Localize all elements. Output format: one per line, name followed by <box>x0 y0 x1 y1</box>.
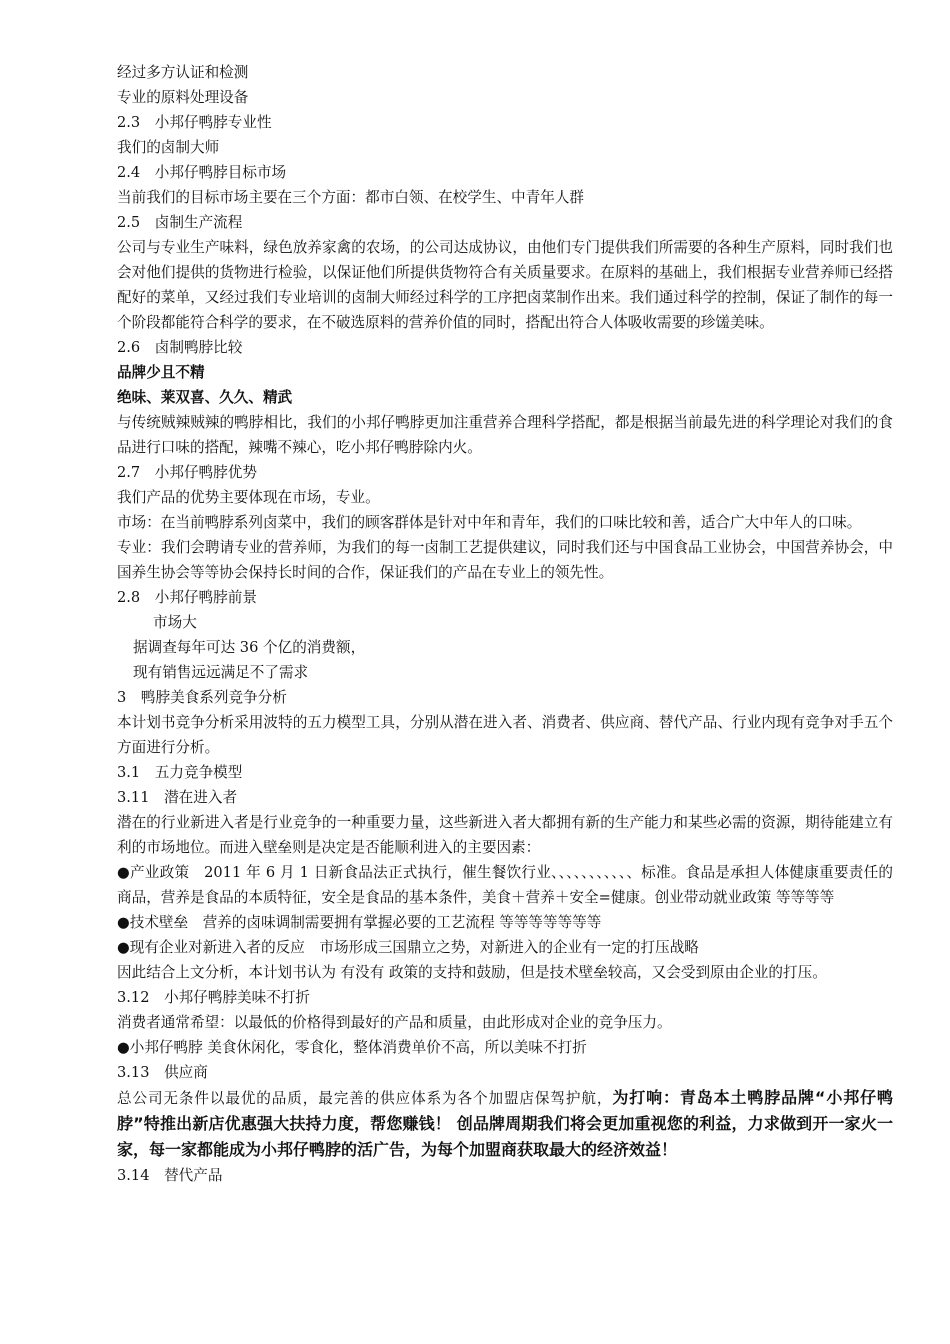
section-heading-3-12: 3.12 小邦仔鸭脖美味不打折 <box>117 989 311 1006</box>
section-heading-3-11: 3.11 潜在进入者 <box>117 789 238 806</box>
section-heading-2-7: 2.7 小邦仔鸭脖优势 <box>117 464 257 481</box>
paragraph-conclusion: 因此结合上文分析，本计划书认为 有没有 政策的支持和鼓励，但是技术壁垒较高，又会受到原由企业的打压。 <box>117 964 827 981</box>
supplier-bold-text: 为打响：青岛本土鸭脖品牌“小邦仔鸭脖”特推出新店优惠强大扶持力度，帮您赚钱！ 创品牌周期我们将会更加重视您的利益，力求做到开一家火一家，每一家都能成为小邦仔鸭脖的活广告，为每个加盟商获取最大的经济效益！ <box>117 1088 893 1159</box>
text-line: 据调查每年可达 36 个亿的消费额， <box>133 639 366 656</box>
text-line: ●现有企业对新进入者的反应 市场形成三国鼎立之势，对新进入的企业有一定的打压战略 <box>117 939 699 956</box>
section-heading-2-3: 2.3 小邦仔鸭脖专业性 <box>117 114 272 131</box>
bold-line-brands: 品牌少且不精 <box>117 364 205 381</box>
section-heading-3: 3 鸭脖美食系列竞争分析 <box>117 689 287 706</box>
paragraph-production-process: 公司与专业生产味料，绿色放养家禽的农场，的公司达成协议，由他们专门提供我们所需要的各种生产原料，同时我们也会对他们提供的货物进行检验，以保证他们所提供货物符合有关质量要求。在原料的基础上，我们根据专业营养师已经搭配好的菜单，又经过我们专业培训的卤制大师经过科学的工序把卤菜制作出来。我们通过科学的控制，保证了制作的每一个阶段都能符合科学的要求，在不破选原料的营养价值的同时，搭配出符合人体吸收需要的珍馐美味。 <box>117 239 893 331</box>
text-line: ●小邦仔鸭脖 美食休闲化，零食化，整体消费单价不高，所以美味不打折 <box>117 1039 587 1056</box>
section-heading-3-14: 3.14 替代产品 <box>117 1167 223 1184</box>
section-heading-2-8: 2.8 小邦仔鸭脖前景 <box>117 589 257 606</box>
paragraph-comparison: 与传统贼辣贼辣的鸭脖相比，我们的小邦仔鸭脖更加注重营养合理科学搭配，都是根据当前最先进的科学理论对我们的食品进行口味的搭配，辣嘴不辣心，吃小邦仔鸭脖除内火。 <box>117 414 893 456</box>
section-heading-3-13: 3.13 供应商 <box>117 1064 208 1081</box>
paragraph-professional: 专业：我们会聘请专业的营养师，为我们的每一卤制工艺提供建议，同时我们还与中国食品工业协会，中国营养协会，中国养生协会等等协会保持长时间的合作，保证我们的产品在专业上的领先性。 <box>117 539 893 581</box>
paragraph-potential-entrants: 潜在的行业新进入者是行业竞争的一种重要力量，这些新进入者大都拥有新的生产能力和某些必需的资源，期待能建立有利的市场地位。而进入壁垒则是决定是否能顺利进入的主要因素： <box>117 814 893 856</box>
section-heading-3-1: 3.1 五力竞争模型 <box>117 764 243 781</box>
text-line: 现有销售远远满足不了需求 <box>133 664 309 681</box>
document-page <box>117 60 893 1188</box>
text-line: 专业的原料处理设备 <box>117 89 249 106</box>
bold-line-competitors: 绝味、莱双喜、久久、精武 <box>117 389 293 406</box>
supplier-text: 总公司无条件以最优的品质，最完善的供应体系为各个加盟店保驾护航， <box>117 1090 613 1107</box>
text-line: ●技术壁垒 营养的卤味调制需要拥有掌握必要的工艺流程 等等等等等等等 <box>117 914 602 931</box>
text-line: 经过多方认证和检测 <box>117 64 249 81</box>
paragraph-five-forces-intro: 本计划书竞争分析采用波特的五力模型工具，分别从潜在进入者、消费者、供应商、替代产品、行业内现有竞争对手五个方面进行分析。 <box>117 714 893 756</box>
text-line: 市场大 <box>153 614 197 631</box>
text-line: 我们的卤制大师 <box>117 139 220 156</box>
paragraph-industry-policy: ●产业政策 2011 年 6 月 1 日新食品法正式执行，催生餐饮行业、、、、、、、、、、、标准。食品是承担人体健康重要责任的商品，营养是食品的本质特征，安全是食品的基本条件，美食＋营养＋安全=健康。创业带动就业政策 等等等等 <box>117 864 893 906</box>
section-heading-2-6: 2.6 卤制鸭脖比较 <box>117 339 243 356</box>
text-line: 当前我们的目标市场主要在三个方面：都市白领、在校学生、中青年人群 <box>117 189 585 206</box>
text-line: 消费者通常希望：以最低的价格得到最好的产品和质量，由此形成对企业的竞争压力。 <box>117 1014 672 1031</box>
paragraph-market: 市场：在当前鸭脖系列卤菜中，我们的顾客群体是针对中年和青年，我们的口味比较和善，适合广大中年人的口味。 <box>117 514 862 531</box>
text-line: 我们产品的优势主要体现在市场，专业。 <box>117 489 380 506</box>
paragraph-supplier <box>117 1085 893 1163</box>
section-heading-2-5: 2.5 卤制生产流程 <box>117 214 243 231</box>
section-heading-2-4: 2.4 小邦仔鸭脖目标市场 <box>117 164 287 181</box>
